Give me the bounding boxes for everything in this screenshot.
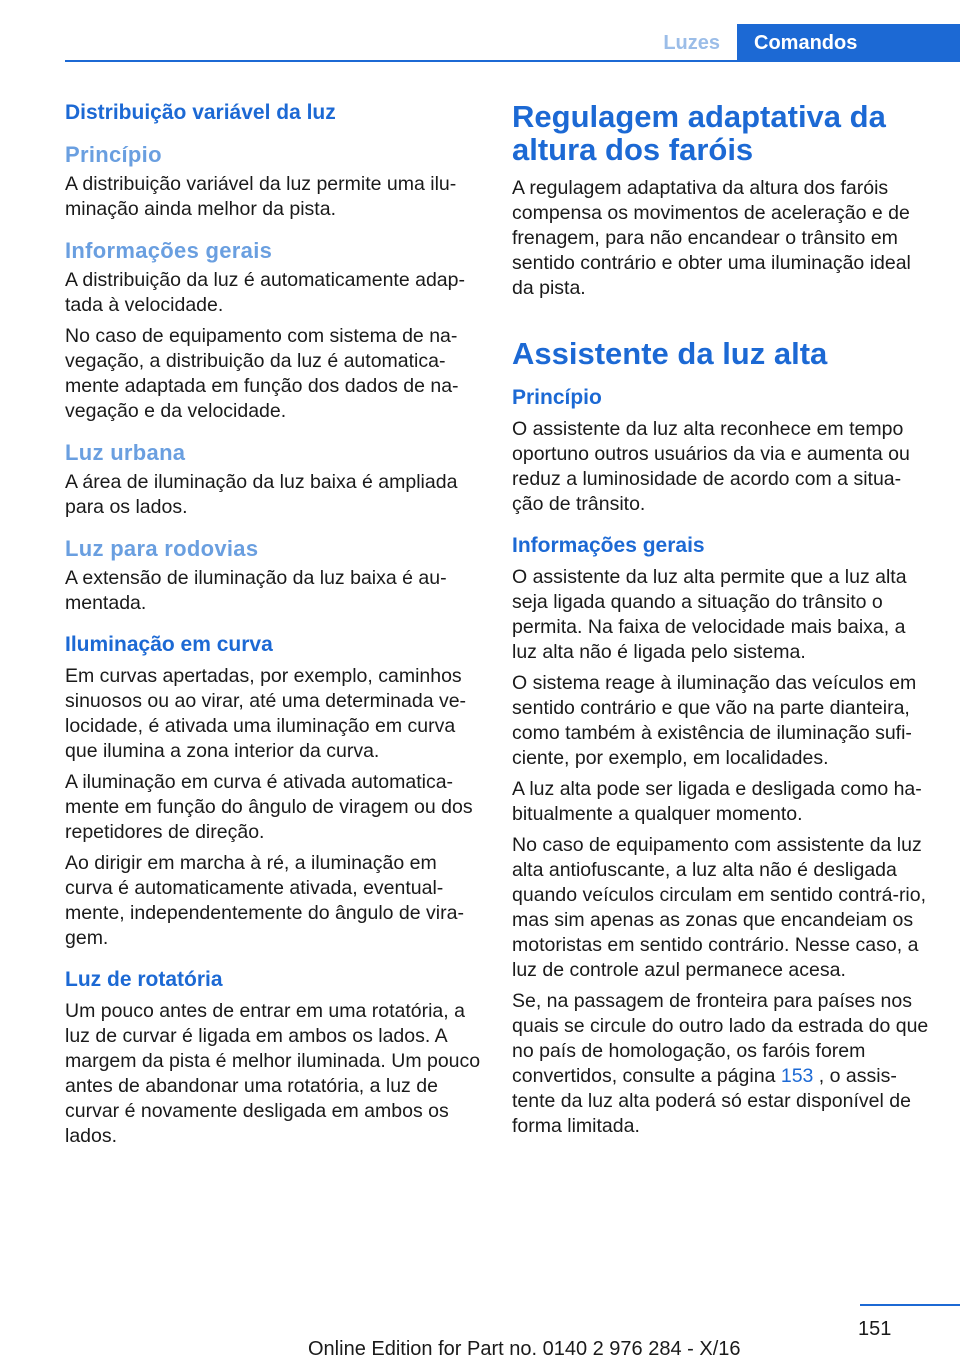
heading-informacoes-gerais-assistente: Informações gerais (512, 534, 705, 557)
edition-footer: Online Edition for Part no. 0140 2 976 284 - X/16 (308, 1338, 741, 1360)
paragraph-principio-assistente: O assistente da luz alta reconhece em tempo oportuno outros usuários da via e aumenta ou reduz a luminosidade de acordo com a situa-ção de trânsito. (512, 418, 910, 515)
left-column (65, 100, 485, 1155)
paragraph-assistente-info-5 (512, 989, 932, 1139)
paragraph-luz-rodovias: A extensão de iluminação da luz baixa é au-mentada. (65, 567, 447, 614)
heading-iluminacao-curva: Iluminação em curva (65, 633, 273, 656)
heading-informacoes-gerais: Informações gerais (65, 238, 273, 263)
paragraph-assistente-info-2: O sistema reage à iluminação das veículos em sentido contrário e que vão na parte dianteira, como também à existência de iluminação sufi-ciente, por exemplo, em localidades. (512, 672, 917, 769)
heading-assistente-luz-alta: Assistente da luz alta (512, 336, 828, 371)
heading-distribuicao: Distribuição variável da luz (65, 101, 336, 124)
paragraph-info-2: No caso de equipamento com sistema de na-vegação, a distribuição da luz é automatica-mente adaptada em função dos dados de na-vegação e da velocidade. (65, 325, 459, 422)
info-5-text-a: Se, na passagem de fronteira para países nos quais se circule do outro lado da estrada do que no país de homologação, os faróis forem convertidos, consulte a página (512, 990, 929, 1087)
section-tab-luzes[interactable]: Luzes (663, 32, 720, 54)
heading-principio: Princípio (65, 142, 162, 167)
page-number: 151 (858, 1318, 892, 1340)
paragraph-rotatoria: Um pouco antes de entrar em uma rotatória, a luz de curvar é ligada em ambos os lados. A margem da pista é melhor iluminada. Um pouco antes de abandonar uma rotatória, a luz de curvar é novamente desligada em ambos os lados. (65, 1000, 481, 1147)
paragraph-principio: A distribuição variável da luz permite uma ilu-minação ainda melhor da pista. (65, 173, 457, 220)
paragraph-curva-2: A iluminação em curva é ativada automatica-mente em função do ângulo de viragem ou dos repetidores de direção. (65, 771, 473, 843)
paragraph-regulagem: A regulagem adaptativa da altura dos faróis compensa os movimentos de aceleração e de frenagem, para não encandear o trânsito em sentido contrário e obter uma iluminação ideal da pista. (512, 177, 911, 299)
right-column (512, 100, 932, 1145)
chapter-tab-comandos[interactable]: Comandos (737, 24, 960, 62)
paragraph-info-1: A distribuição da luz é automaticamente adap-tada à velocidade. (65, 269, 465, 316)
paragraph-curva-1: Em curvas apertadas, por exemplo, caminhos sinuosos ou ao virar, até uma determinada ve-locidade, é ativada uma iluminação em curva que ilumina a zona interior da curva. (65, 665, 467, 762)
paragraph-luz-urbana: A área de iluminação da luz baixa é ampliada para os lados. (65, 471, 458, 518)
info-5-text-b: , o assis-tente da luz alta poderá só estar disponível de forma limitada. (512, 1065, 911, 1137)
heading-luz-urbana: Luz urbana (65, 440, 186, 465)
heading-luz-rodovias: Luz para rodovias (65, 536, 259, 561)
footer-rule (860, 1304, 960, 1306)
heading-principio-assistente: Princípio (512, 386, 602, 409)
header-rule (65, 60, 960, 62)
page-reference-link[interactable]: 153 (780, 1065, 814, 1087)
paragraph-assistente-info-4: No caso de equipamento com assistente da luz alta antiofuscante, a luz alta não é desligada quando veículos circulam em sentido contrá-rio, mas sim apenas as zonas que encandeiam os motoristas em sentido contrário. Nesse caso, a luz de controle azul permanece acesa. (512, 834, 927, 981)
heading-regulagem-adaptativa: Regulagem adaptativa da altura dos faróis (512, 99, 886, 167)
heading-luz-rotatoria: Luz de rotatória (65, 968, 223, 991)
paragraph-curva-3: Ao dirigir em marcha à ré, a iluminação em curva é automaticamente ativada, eventual-mente, independentemente do ângulo de vira-gem. (65, 852, 464, 949)
paragraph-assistente-info-3: A luz alta pode ser ligada e desligada como ha-bitualmente a qualquer momento. (512, 778, 922, 825)
paragraph-assistente-info-1: O assistente da luz alta permite que a luz alta seja ligada quando a situação do trânsito o permita. Na faixa de velocidade mais baixa, a luz alta não é ligada pelo sistema. (512, 566, 907, 663)
